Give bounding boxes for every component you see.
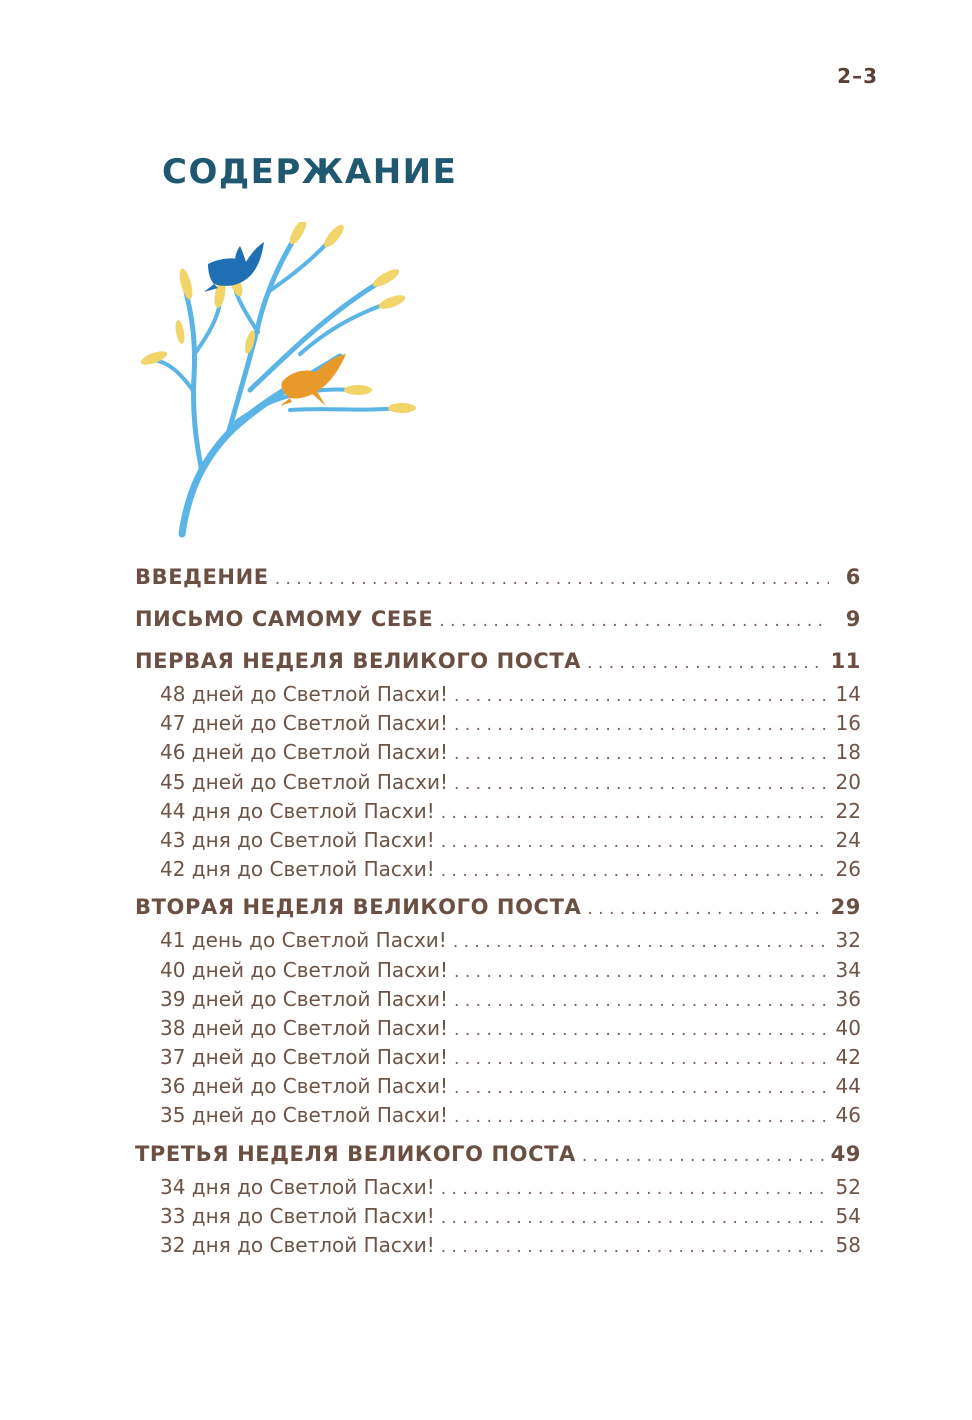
table-of-contents [135,565,861,1262]
toc-label: 38 дней до Светлой Пасхи! [160,1015,449,1040]
toc-label: ТРЕТЬЯ НЕДЕЛЯ ВЕЛИКОГО ПОСТА [135,1141,576,1166]
dot-leader [441,861,829,881]
toc-label: ПИСЬМО САМОМУ СЕБЕ [135,607,434,631]
toc-entry [135,799,861,828]
dot-leader [454,1107,829,1127]
toc-page-number: 32 [835,928,861,953]
toc-section [135,649,861,682]
toc-label: 45 дней до Светлой Пасхи! [160,769,449,794]
toc-page-number: 9 [845,607,861,631]
toc-entry [135,1074,861,1103]
toc-page-number: 6 [845,565,861,589]
dot-leader [454,715,829,735]
wheat-branch-with-birds-icon [140,222,430,542]
dot-leader [587,899,824,919]
toc-page-number: 52 [835,1174,861,1199]
dot-leader [454,1078,829,1098]
toc-entry [135,1045,861,1074]
toc-page-number: 20 [835,769,861,794]
toc-label: 44 дня до Светлой Пасхи! [160,798,435,823]
toc-label: ПЕРВАЯ НЕДЕЛЯ ВЕЛИКОГО ПОСТА [135,649,582,673]
toc-entry [135,1103,861,1132]
dot-leader [454,991,829,1011]
dot-leader [454,744,829,764]
dot-leader [454,962,829,982]
toc-label: 32 дня до Светлой Пасхи! [160,1233,435,1257]
toc-page-number: 40 [835,1015,861,1040]
toc-entry [135,828,861,857]
toc-entry [135,1204,861,1233]
toc-label: ВВЕДЕНИЕ [135,565,269,589]
toc-entry [135,987,861,1016]
toc-label: 43 дня до Светлой Пасхи! [160,827,435,852]
toc-section [135,1142,861,1175]
toc-section [135,895,861,928]
dot-leader [441,1237,829,1257]
toc-entry [135,1233,861,1262]
dot-leader [582,1146,825,1166]
dot-leader [454,1020,829,1040]
toc-label: 47 дней до Светлой Пасхи! [160,711,449,736]
dot-leader [454,686,829,706]
toc-page-number: 22 [835,798,861,823]
toc-entry [135,1175,861,1204]
toc-label: 46 дней до Светлой Пасхи! [160,740,449,765]
toc-page-number: 49 [830,1141,861,1166]
dot-leader [441,1208,829,1228]
toc-page-number: 24 [835,827,861,852]
toc-label: 36 дней до Светлой Пасхи! [160,1074,449,1099]
toc-label: 41 день до Светлой Пасхи! [160,928,447,953]
toc-entry [135,958,861,987]
dot-leader [454,774,829,794]
toc-label: 48 дней до Светлой Пасхи! [160,682,449,706]
toc-entry [135,928,861,957]
toc-label: ВТОРАЯ НЕДЕЛЯ ВЕЛИКОГО ПОСТА [135,895,582,920]
toc-page-number: 16 [835,711,861,736]
toc-entry [135,1016,861,1045]
page-title: СОДЕРЖАНИЕ [162,152,458,192]
dot-leader [453,932,829,952]
dot-leader [439,611,829,631]
toc-section [135,565,861,598]
toc-page-number: 36 [835,986,861,1011]
toc-entry [135,682,861,711]
page-number: 2–3 [837,64,878,88]
toc-page-number: 11 [830,649,861,673]
toc-page-number: 58 [835,1233,861,1257]
toc-page-number: 44 [835,1074,861,1099]
toc-label: 37 дней до Светлой Пасхи! [160,1045,449,1070]
toc-section [135,607,861,640]
toc-entry [135,857,861,886]
dot-leader [454,1049,829,1069]
dot-leader [587,653,824,673]
toc-label: 39 дней до Светлой Пасхи! [160,986,449,1011]
toc-entry [135,770,861,799]
toc-label: 35 дней до Светлой Пасхи! [160,1103,449,1128]
toc-entry [135,711,861,740]
toc-label: 40 дней до Светлой Пасхи! [160,957,449,982]
toc-label: 34 дня до Светлой Пасхи! [160,1174,435,1199]
dot-leader [441,832,829,852]
dot-leader [275,569,829,589]
toc-page-number: 29 [830,895,861,920]
dot-leader [441,803,829,823]
toc-label: 42 дня до Светлой Пасхи! [160,857,435,882]
toc-page-number: 26 [835,857,861,882]
toc-page-number: 14 [835,682,861,706]
toc-page-number: 42 [835,1045,861,1070]
toc-entry [135,740,861,769]
dot-leader [441,1179,829,1199]
toc-label: 33 дня до Светлой Пасхи! [160,1203,435,1228]
toc-page-number: 34 [835,957,861,982]
toc-page-number: 18 [835,740,861,765]
toc-page-number: 54 [835,1203,861,1228]
toc-page-number: 46 [835,1103,861,1128]
